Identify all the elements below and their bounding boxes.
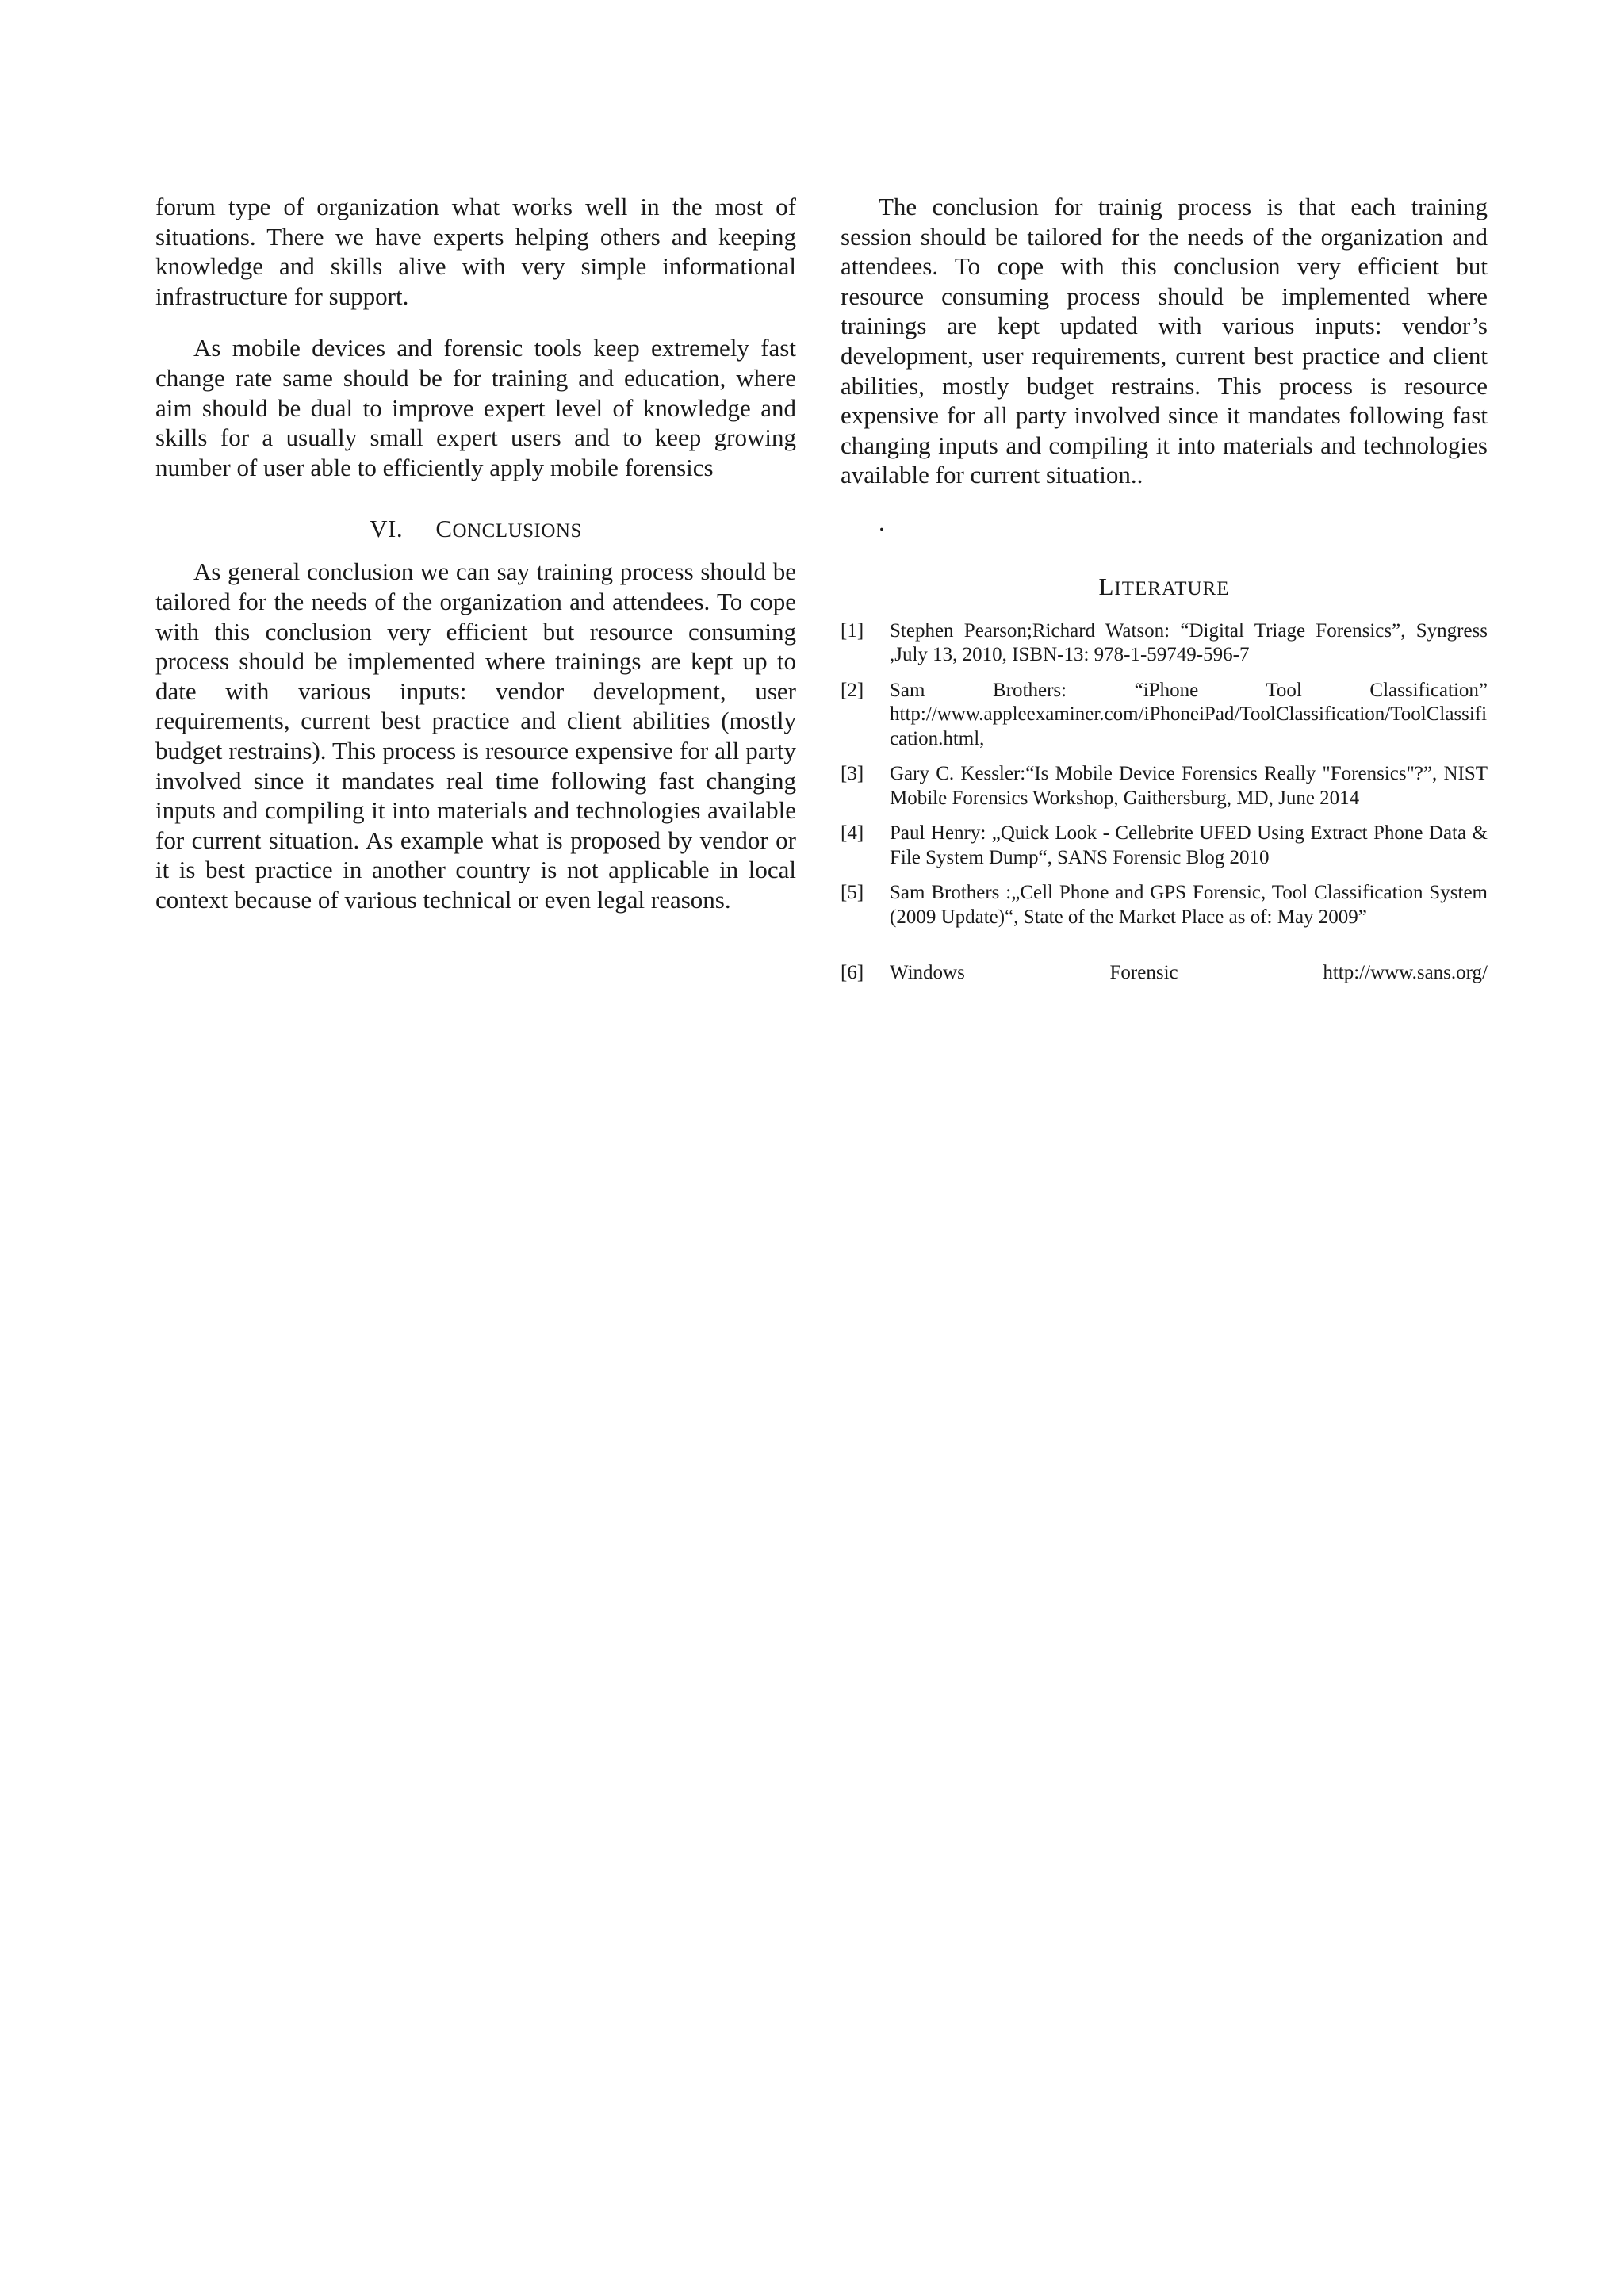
body-paragraph: The conclusion for trainig process is that each training session should be tailored for the needs of the organization and attendees. To cope with this conclusion very efficient but resource consuming process should be implemented where trainings are kept updated with various inputs: vendor’s development, user requirements, current best practice and client abilities, mostly budget restrains. This process is resource expensive for all party involved since it mandates following fast changing inputs and compiling it into materials and technologies available for current situation..: [841, 193, 1488, 489]
reference-item: [841, 822, 1488, 870]
left-column: [155, 192, 796, 914]
reference-text: Gary C. Kessler:“Is Mobile Device Forensics Really "Forensics"?”, NIST Mobile Forensics Workshop, Gaithersburg, MD, June 2014: [890, 763, 1488, 809]
reference-list: [841, 619, 1488, 986]
right-column: [841, 192, 1488, 997]
literature-title-initial: L: [1098, 572, 1115, 600]
reference-text: Sam Brothers: “iPhone Tool Classification” http://www.appleexaminer.com/iPhoneiPad/ToolClassification/ToolClassification.html,: [890, 679, 1488, 749]
reference-text-part: Forensic: [1109, 962, 1178, 984]
reference-link[interactable]: http://www.sans.org/: [1323, 962, 1488, 984]
reference-item: [841, 762, 1488, 810]
stray-dot: .: [879, 508, 885, 536]
reference-text: Sam Brothers :„Cell Phone and GPS Forensic, Tool Classification System (2009 Update)“, State of the Market Place as of: May 2009”: [890, 882, 1488, 928]
reference-number: [6]: [841, 962, 864, 984]
reference-text: Paul Henry: „Quick Look - Cellebrite UFED Using Extract Phone Data & File System Dump“, SANS Forensic Blog 2010: [890, 822, 1488, 868]
section-title-rest: ONCLUSIONS: [452, 520, 582, 542]
reference-number: [1]: [841, 619, 864, 642]
body-paragraph: As mobile devices and forensic tools keep extremely fast change rate same should be for training and education, where aim should be dual to improve expert level of knowledge and skills for a usually small expert users and to keep growing number of user able to efficiently apply mobile forensics: [155, 334, 796, 481]
section-heading-literature: [841, 572, 1488, 603]
section-number: VI.: [370, 515, 404, 543]
section-heading-conclusions: [155, 514, 796, 546]
literature-title-rest: ITERATURE: [1114, 577, 1230, 600]
reference-text: Stephen Pearson;Richard Watson: “Digital Triage Forensics”, Syngress ,July 13, 2010, ISBN-13: 978-1-59749-596-7: [890, 619, 1488, 666]
reference-item: [841, 961, 1488, 986]
reference-item: [841, 881, 1488, 929]
body-paragraph: forum type of organization what works well in the most of situations. There we have experts helping others and keeping knowledge and skills alive with very simple informational infrastructure for support.: [155, 193, 796, 310]
reference-number: [2]: [841, 679, 864, 701]
section-title-initial: C: [435, 515, 453, 543]
reference-item: [841, 619, 1488, 668]
reference-text-part: Windows: [890, 962, 965, 984]
reference-number: [3]: [841, 763, 864, 785]
reference-item: [841, 679, 1488, 752]
reference-text: [890, 961, 1488, 986]
reference-number: [5]: [841, 882, 864, 904]
body-paragraph: As general conclusion we can say training process should be tailored for the needs of the organization and attendees. To cope with this conclusion very efficient but resource consuming process should be implemented where trainings are kept up to date with various inputs: vendor development, user requirements, current best practice and client abilities (mostly budget restrains). This process is resource expensive for all party involved since it mandates real time following fast changing inputs and compiling it into materials and technologies available for current situation. As example what is proposed by vendor or it is best practice in another country is not applicable in local context because of various technical or even legal reasons.: [155, 557, 796, 914]
reference-number: [4]: [841, 822, 864, 845]
